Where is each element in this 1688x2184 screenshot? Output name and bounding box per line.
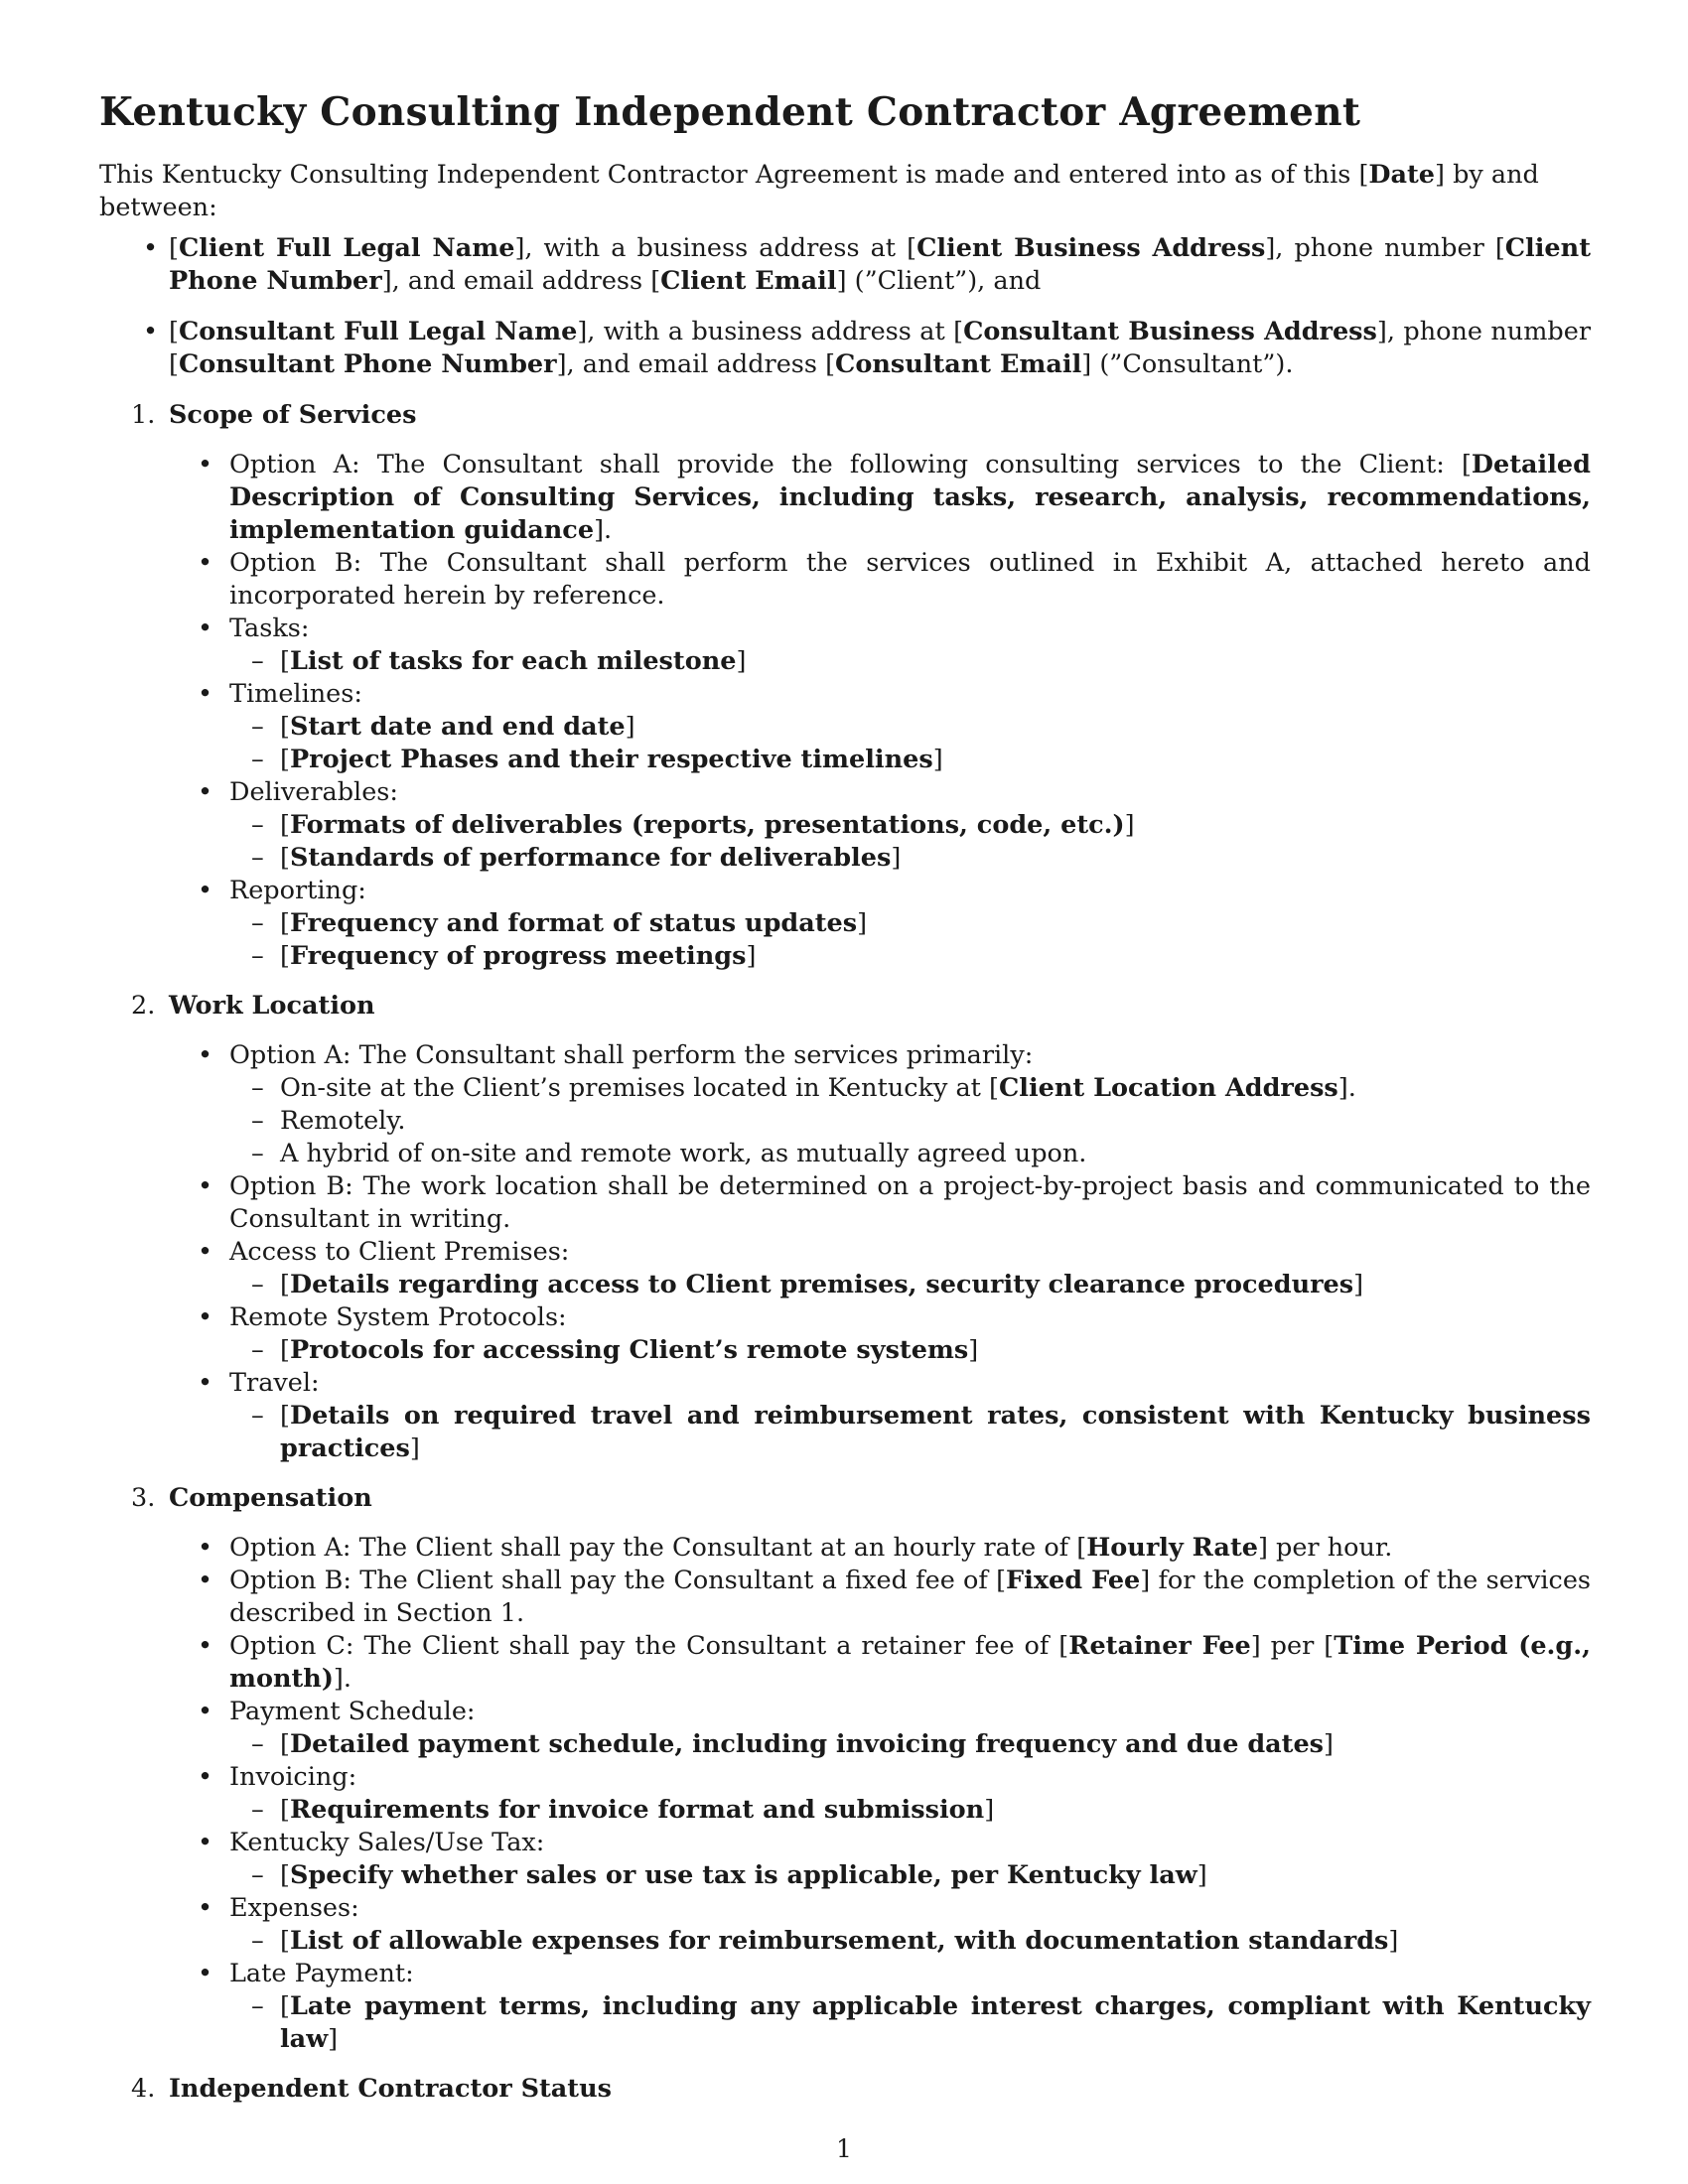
party-text: ], with a business address at [ bbox=[514, 233, 917, 263]
item-text: Option B: The Client shall pay the Consultant a fixed fee of [ bbox=[229, 1566, 1007, 1595]
page-number: 1 bbox=[836, 2134, 852, 2163]
list-item bbox=[169, 1565, 1591, 1630]
placeholder: Fixed Fee bbox=[1006, 1566, 1141, 1595]
sub-item: – Remotely. bbox=[229, 1105, 1591, 1138]
item-text: Option A: The Consultant shall provide the following consulting services to the Client: [ bbox=[229, 450, 1472, 479]
section-items bbox=[169, 449, 1591, 973]
placeholder: Hourly Rate bbox=[1086, 1533, 1258, 1563]
placeholder: Late payment terms, including any applicable interest charges, compliant with Kentucky law bbox=[280, 1991, 1591, 2054]
client-name-placeholder: Client Full Legal Name bbox=[178, 233, 515, 263]
section-work-location bbox=[99, 990, 1591, 1465]
section-title: Scope of Services bbox=[169, 400, 417, 430]
party-client: • [Client Full Legal Name], with a business address at [Client Business Address], phone number [Client Phone Number], and email address [Client Email] (”Client”), and bbox=[99, 232, 1591, 298]
section-items bbox=[169, 1532, 1591, 2056]
item-label: Option A: The Consultant shall perform the services primarily: bbox=[229, 1040, 1034, 1070]
sub-list bbox=[229, 907, 1591, 973]
client-phone-placeholder: Client Phone Number bbox=[169, 233, 1591, 296]
list-item bbox=[169, 1958, 1591, 2056]
client-address-placeholder: Client Business Address bbox=[916, 233, 1266, 263]
placeholder: Formats of deliverables (reports, presentations, code, etc.) bbox=[289, 810, 1125, 840]
placeholder: Client Location Address bbox=[999, 1073, 1338, 1103]
placeholder: Protocols for accessing Client’s remote systems bbox=[289, 1335, 969, 1365]
sub-item: – A hybrid of on-site and remote work, as mutually agreed upon. bbox=[229, 1138, 1591, 1170]
list-item bbox=[169, 1236, 1591, 1301]
party-text: ], with a business address at [ bbox=[577, 317, 964, 346]
item-text: Option C: The Client shall pay the Consultant a retainer fee of [ bbox=[229, 1631, 1069, 1661]
item-label: Invoicing: bbox=[229, 1762, 357, 1792]
placeholder: Frequency and format of status updates bbox=[289, 908, 858, 938]
sub-list bbox=[229, 1794, 1591, 1827]
consultant-phone-placeholder: Consultant Phone Number bbox=[178, 349, 557, 379]
placeholder: Standards of performance for deliverables bbox=[289, 843, 892, 873]
section-compensation bbox=[99, 1482, 1591, 2056]
list-item: • Option B: The work location shall be determined on a project-by-project basis and communicated to the Consultant in writing. bbox=[169, 1170, 1591, 1236]
sub-item: – [Details regarding access to Client premises, security clearance procedures] bbox=[229, 1269, 1591, 1301]
item-label: Kentucky Sales/Use Tax: bbox=[229, 1828, 545, 1857]
sub-item: – [Protocols for accessing Client’s remote systems] bbox=[229, 1334, 1591, 1367]
sub-item: – [Late payment terms, including any applicable interest charges, compliant with Kentucky law] bbox=[229, 1990, 1591, 2056]
placeholder: Requirements for invoice format and submission bbox=[289, 1795, 985, 1825]
sub-item: – [Details on required travel and reimbursement rates, consistent with Kentucky business practices] bbox=[229, 1400, 1591, 1465]
list-item bbox=[169, 1761, 1591, 1827]
item-label: Late Payment: bbox=[229, 1959, 414, 1988]
sub-item: – [Frequency and format of status updates] bbox=[229, 907, 1591, 940]
section-items bbox=[169, 1039, 1591, 1465]
section-title: Compensation bbox=[169, 1483, 372, 1513]
item-text: Option A: The Client shall pay the Consultant at an hourly rate of [ bbox=[229, 1533, 1087, 1563]
list-item bbox=[169, 875, 1591, 973]
item-text: ] per hour. bbox=[1257, 1533, 1393, 1563]
item-label: Tasks: bbox=[229, 614, 310, 643]
client-email-placeholder: Client Email bbox=[660, 266, 837, 296]
party-text: ], and email address [ bbox=[381, 266, 661, 296]
sub-list bbox=[229, 1859, 1591, 1892]
sub-list bbox=[229, 1072, 1591, 1170]
document-body bbox=[99, 87, 1591, 2122]
placeholder: Details regarding access to Client premises, security clearance procedures bbox=[289, 1270, 1354, 1299]
list-item bbox=[169, 1892, 1591, 1958]
document-title: Kentucky Consulting Independent Contractor Agreement bbox=[99, 89, 1361, 135]
sub-item: – [Start date and end date] bbox=[229, 711, 1591, 744]
list-item bbox=[169, 613, 1591, 678]
sub-list bbox=[229, 1269, 1591, 1301]
placeholder: Time Period (e.g., month) bbox=[229, 1631, 1592, 1694]
section-independent-contractor-status bbox=[99, 2073, 1591, 2106]
intro-text: This Kentucky Consulting Independent Contractor Agreement is made and entered into as of this [ bbox=[99, 160, 1369, 190]
sub-list bbox=[229, 1990, 1591, 2056]
list-item bbox=[169, 678, 1591, 776]
list-item bbox=[169, 1827, 1591, 1892]
sub-item: – [List of allowable expenses for reimbursement, with documentation standards] bbox=[229, 1925, 1591, 1958]
intro-text-end: ] by and between: bbox=[99, 160, 1539, 222]
party-text: ], phone number [ bbox=[1265, 233, 1505, 263]
list-item bbox=[169, 776, 1591, 875]
sub-list bbox=[229, 809, 1591, 875]
sub-list bbox=[229, 1925, 1591, 1958]
item-text: On-site at the Client’s premises located in Kentucky at [ bbox=[280, 1073, 999, 1103]
sub-item: – [List of tasks for each milestone] bbox=[229, 645, 1591, 678]
intro-paragraph bbox=[99, 159, 1591, 224]
list-item bbox=[169, 1696, 1591, 1761]
sub-list bbox=[229, 645, 1591, 678]
section-number: 4. bbox=[131, 2074, 156, 2104]
consultant-name-placeholder: Consultant Full Legal Name bbox=[178, 317, 578, 346]
item-label: Payment Schedule: bbox=[229, 1697, 476, 1726]
sub-list bbox=[229, 1400, 1591, 1465]
section-title: Independent Contractor Status bbox=[169, 2074, 612, 2104]
placeholder: Frequency of progress meetings bbox=[289, 941, 747, 971]
sub-list bbox=[229, 1334, 1591, 1367]
placeholder: List of allowable expenses for reimbursement, with documentation standards bbox=[289, 1926, 1389, 1956]
item-text: ] per [ bbox=[1250, 1631, 1335, 1661]
party-text: ] (”Client”), and bbox=[836, 266, 1042, 296]
sub-item: – [Specify whether sales or use tax is applicable, per Kentucky law] bbox=[229, 1859, 1591, 1892]
section-title: Work Location bbox=[169, 991, 375, 1021]
list-item bbox=[169, 1367, 1591, 1465]
placeholder: Detailed Description of Consulting Services, including tasks, research, analysis, recommendations, implementation guidance bbox=[229, 450, 1591, 545]
placeholder: Details on required travel and reimbursement rates, consistent with Kentucky business practices bbox=[280, 1401, 1591, 1463]
placeholder: Specify whether sales or use tax is applicable, per Kentucky law bbox=[289, 1860, 1197, 1890]
list-item bbox=[169, 1039, 1591, 1170]
sub-list bbox=[229, 1728, 1591, 1761]
placeholder: Start date and end date bbox=[289, 712, 626, 742]
sub-item: – [Frequency of progress meetings] bbox=[229, 940, 1591, 973]
item-label: Reporting: bbox=[229, 876, 366, 905]
list-item: • Option A: The Consultant shall provide the following consulting services to the Client: [Detailed Description of Consulting Services, including tasks, research, analysis, recommendations, implementation guidance]. bbox=[169, 449, 1591, 547]
sub-item: – On-site at the Client’s premises located in Kentucky at [Client Location Address]. bbox=[229, 1072, 1591, 1105]
item-label: Timelines: bbox=[229, 679, 362, 709]
placeholder: Project Phases and their respective timelines bbox=[289, 745, 933, 774]
party-text: ], and email address [ bbox=[556, 349, 836, 379]
list-item bbox=[169, 1532, 1591, 1565]
section-scope-of-services bbox=[99, 399, 1591, 973]
item-label: Access to Client Premises: bbox=[229, 1237, 570, 1267]
sub-item: – [Detailed payment schedule, including invoicing frequency and due dates] bbox=[229, 1728, 1591, 1761]
sub-item: – [Project Phases and their respective timelines] bbox=[229, 744, 1591, 776]
item-label: Remote System Protocols: bbox=[229, 1302, 567, 1332]
sub-item: – [Standards of performance for deliverables] bbox=[229, 842, 1591, 875]
placeholder: List of tasks for each milestone bbox=[289, 646, 737, 676]
sub-item: – [Formats of deliverables (reports, presentations, code, etc.)] bbox=[229, 809, 1591, 842]
list-item bbox=[169, 1301, 1591, 1367]
item-label: Expenses: bbox=[229, 1893, 359, 1923]
sections-list bbox=[99, 399, 1591, 2106]
sub-item: – [Requirements for invoice format and submission] bbox=[229, 1794, 1591, 1827]
item-label: Deliverables: bbox=[229, 777, 398, 807]
section-number: 2. bbox=[131, 991, 156, 1021]
consultant-address-placeholder: Consultant Business Address bbox=[963, 317, 1377, 346]
section-number: 3. bbox=[131, 1483, 156, 1513]
party-text: ], phone number [ bbox=[169, 317, 1592, 379]
list-item: • Option C: The Client shall pay the Consultant a retainer fee of [Retainer Fee] per [Time Period (e.g., month)]. bbox=[169, 1630, 1591, 1696]
item-text: ] for the completion of the services described in Section 1. bbox=[229, 1566, 1591, 1628]
party-text: ] (”Consultant”). bbox=[1081, 349, 1294, 379]
list-item: • Option B: The Consultant shall perform the services outlined in Exhibit A, attached hereto and incorporated herein by reference. bbox=[169, 547, 1591, 613]
section-number: 1. bbox=[131, 400, 156, 430]
parties-list bbox=[99, 232, 1591, 381]
placeholder: Retainer Fee bbox=[1068, 1631, 1251, 1661]
item-label: Travel: bbox=[229, 1368, 320, 1398]
placeholder: Detailed payment schedule, including invoicing frequency and due dates bbox=[289, 1729, 1325, 1759]
sub-list bbox=[229, 711, 1591, 776]
consultant-email-placeholder: Consultant Email bbox=[835, 349, 1082, 379]
date-placeholder: Date bbox=[1368, 160, 1436, 190]
party-consultant: • [Consultant Full Legal Name], with a business address at [Consultant Business Address], phone number [Consultant Phone Number], and email address [Consultant Email] (”Consultant”). bbox=[99, 316, 1591, 381]
